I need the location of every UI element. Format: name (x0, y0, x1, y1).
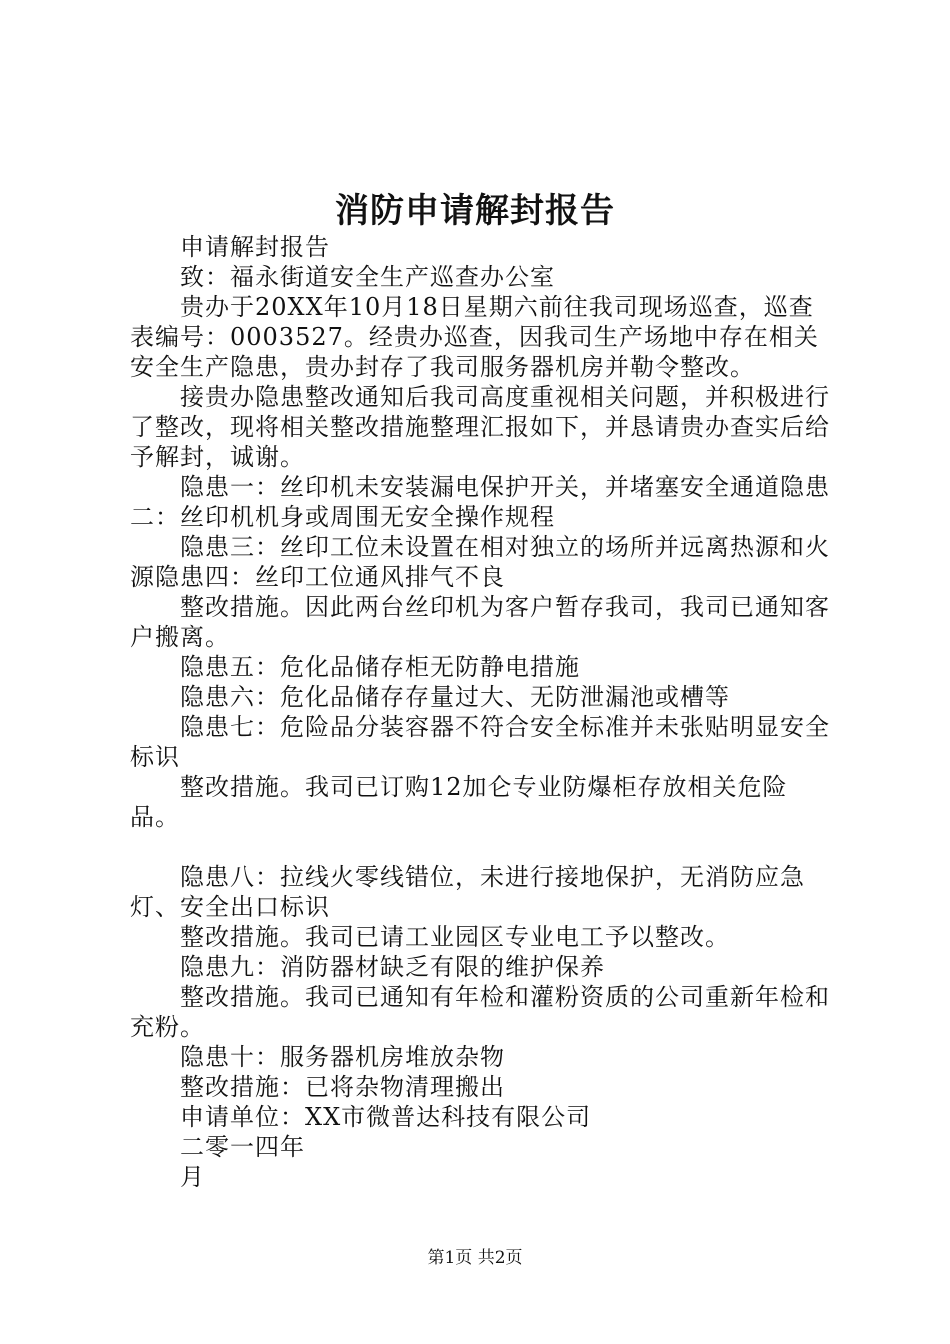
page-footer: 第1页 共2页 (427, 1248, 523, 1268)
paragraph-hazard-9: 隐患九：消防器材缺乏有限的维护保养 (180, 953, 605, 981)
paragraph-response: 接贵办隐患整改通知后我司高度重视相关问题，并积极进行了整改，现将相关整改措施整理汇报如下，并恳请贵办查实后给予解封，诚谢。 (130, 383, 830, 471)
paragraph-measure-5: 整改措施：已将杂物清理搬出 (180, 1073, 505, 1101)
paragraph-hazard-8: 隐患八：拉线火零线错位，未进行接地保护，无消防应急灯、安全出口标识 (130, 863, 805, 921)
paragraph-measure-1: 整改措施。因此两台丝印机为客户暂存我司，我司已通知客户搬离。 (130, 593, 830, 651)
paragraph-measure-2: 整改措施。我司已订购12加仑专业防爆柜存放相关危险品。 (130, 773, 788, 831)
paragraph-measure-4: 整改措施。我司已通知有年检和灌粉资质的公司重新年检和充粉。 (130, 983, 830, 1041)
blank-line (130, 832, 836, 862)
paragraph-measure-3: 整改措施。我司已请工业园区专业电工予以整改。 (180, 923, 730, 951)
paragraph-year: 二零一四年 (180, 1133, 305, 1161)
paragraph-inspection: 贵办于20XX年10月18日星期六前往我司现场巡查，巡查表编号：0003527。经贵办巡查，因我司生产场地中存在相关安全生产隐患，贵办封存了我司服务器机房并勒令整改。 (130, 293, 819, 381)
paragraph-hazard-7: 隐患七：危险品分装容器不符合安全标准并未张贴明显安全标识 (130, 713, 830, 771)
paragraph-month: 月 (180, 1163, 205, 1191)
paragraph-subtitle: 申请解封报告 (180, 233, 330, 261)
document-title: 消防申请解封报告 (335, 191, 615, 231)
paragraph-hazard-10: 隐患十：服务器机房堆放杂物 (180, 1043, 505, 1071)
paragraph-hazard-5: 隐患五：危化品储存柜无防静电措施 (180, 653, 580, 681)
paragraph-hazard-3-4: 隐患三：丝印工位未设置在相对独立的场所并远离热源和火源隐患四：丝印工位通风排气不良 (130, 533, 830, 591)
document-body (130, 232, 836, 1192)
paragraph-addressee: 致：福永街道安全生产巡查办公室 (180, 263, 555, 291)
paragraph-hazard-1-2: 隐患一：丝印机未安装漏电保护开关，并堵塞安全通道隐患二：丝印机机身或周围无安全操作规程 (130, 473, 830, 531)
paragraph-hazard-6: 隐患六：危化品储存存量过大、无防泄漏池或槽等 (180, 683, 730, 711)
paragraph-applicant: 申请单位：XX市微普达科技有限公司 (180, 1103, 592, 1131)
